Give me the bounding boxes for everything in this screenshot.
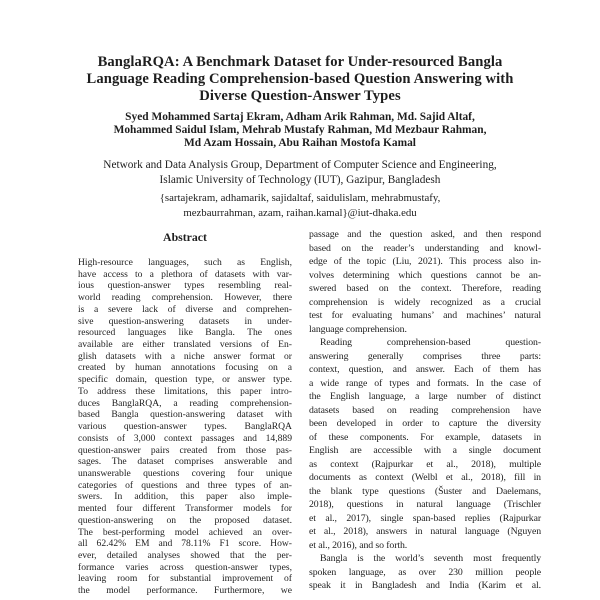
text-line: been developed in order to capture the diversity (309, 418, 541, 429)
text-line: glish datasets with a niche answer format or (78, 350, 292, 362)
author-list (0, 111, 600, 151)
text-line: Bangla is the world’s seventh most frequently (320, 553, 541, 564)
text-line: of these components. For example, datasets in (309, 431, 541, 443)
paper-title (0, 54, 600, 106)
text-line: swered based on the context. Therefore, reading (309, 283, 541, 294)
title-line: Language Reading Comprehension-based Question Answering with (86, 71, 514, 88)
text-line: the model performance. Furthermore, we (78, 585, 292, 597)
title-line: Diverse Question-Answer Types (199, 88, 401, 105)
affiliation-line: Islamic University of Technology (IUT), Gazipur, Bangladesh (159, 174, 441, 187)
email-line: {sartajekram, adhamarik, sajidaltaf, saidulislam, mehrabmustafy, (159, 191, 441, 204)
email-line: mezbaurrahman, azam, raihan.kamal}@iut-dhaka.edu (183, 206, 417, 219)
text-line: speak it in Bangladesh and India (Karim et al. (309, 580, 541, 591)
abstract-column (78, 231, 292, 597)
abstract-body (78, 257, 292, 597)
text-line: et al., 2018), answers in natural language (Nguyen (309, 526, 541, 537)
text-line: High-resource languages, such as English, (78, 257, 292, 268)
text-line: ious question-answer types resembling real- (78, 280, 292, 292)
text-line: comprehension is widely recognized as a crucial (309, 296, 541, 308)
text-line: documents as context (Welbl et al., 2018), fill in (309, 472, 541, 483)
text-line: Reading comprehension-based question- (320, 337, 541, 348)
author-line: Mohammed Saidul Islam, Mehrab Mustafy Rahman, Md Mezbaur Rahman, (113, 124, 487, 137)
text-line: created by human annotations focusing on a (78, 362, 292, 374)
text-line: edge of the topic (Liu, 2021). This process also in- (309, 256, 541, 267)
text-line: sive question-answering datasets in under- (78, 315, 292, 327)
text-line: The best-performing model achieved an over- (78, 526, 292, 538)
text-line: consists of 3,000 context passages and 14,889 (78, 432, 292, 444)
author-line: Syed Mohammed Sartaj Ekram, Adham Arik Rahman, Md. Sajid Altaf, (125, 111, 475, 123)
text-line: the English language, a large number of distinct (309, 391, 541, 402)
text-line: et al., 2016), and so forth. (309, 539, 408, 551)
text-line: language comprehension. (309, 323, 407, 335)
text-line: English are accessible with a single document (309, 445, 541, 456)
text-line: test for evaluating humans’ and machines’ natural (309, 310, 541, 321)
abstract-heading: Abstract (163, 230, 207, 244)
text-line: 2018), questions in natural language (Trischler (309, 499, 541, 510)
text-line: question-answer pairs created from those pas- (78, 444, 292, 456)
body-column (309, 228, 541, 593)
text-line: answering generally comprises three parts: (309, 350, 541, 362)
text-line: resourced languages like Bangla. The ones (78, 327, 292, 339)
text-line: context, question, and answer. Each of them has (309, 364, 541, 375)
text-line: based on the reader’s understanding and knowl- (309, 242, 541, 254)
text-line: To address these limitations, this paper intro- (78, 385, 292, 397)
author-line: Md Azam Hossain, Abu Raihan Mostofa Kamal (184, 137, 416, 150)
text-line: passage and the question asked, and then respond (309, 229, 541, 240)
text-line: duces BanglaRQA, a reading comprehension- (78, 397, 292, 409)
text-line: as context (Rajpurkar et al., 2018), multiple (309, 458, 541, 470)
text-line: spoken language, as over 230 million people (309, 566, 541, 578)
text-line: sages. The dataset comprises answerable and (78, 456, 292, 468)
text-line: a wide range of types and formats. In the case of (309, 377, 541, 389)
text-line: have access to a plethora of datasets with var- (78, 268, 292, 280)
text-line: datasets based on reading comprehension have (309, 404, 541, 416)
text-line: all 62.42% EM and 78.11% F1 score. How- (78, 538, 292, 550)
text-line: swers. In addition, this paper also imple- (78, 491, 292, 503)
text-line: world reading comprehension. However, there (78, 292, 292, 304)
text-line: categories of questions and three types of an- (78, 479, 292, 491)
text-line: volves determining which questions cannot be an- (309, 269, 541, 281)
text-line: is a severe lack of diverse and comprehen- (78, 303, 292, 315)
text-line: ever, detailed analyses showed that the per- (78, 549, 292, 561)
text-line: et al., 2017), single span-based replies (Rajpurkar (309, 512, 541, 524)
text-line: available are either translated versions of En- (78, 339, 292, 351)
email-list (0, 191, 600, 221)
text-line: based Bangla question-answering dataset with (78, 409, 292, 421)
affiliation-line: Network and Data Analysis Group, Department of Computer Science and Engineering, (103, 159, 497, 171)
text-line: mented four different Transformer models for (78, 503, 292, 515)
affiliation (0, 158, 600, 188)
title-line: BanglaRQA: A Benchmark Dataset for Under-resourced Bangla (97, 54, 503, 70)
text-line: specific domain, question type, or answer type. (78, 374, 292, 386)
text-line: the blank type questions (Šuster and Daelemans, (309, 485, 541, 497)
text-line: leaving room for substantial improvement of (78, 573, 292, 585)
text-line: unanswerable questions covering four unique (78, 467, 292, 479)
text-line: formance varies across question-answer types, (78, 561, 292, 573)
text-line: various question-answer types. BanglaRQA (78, 421, 292, 433)
text-line: question-answering on the proposed dataset. (78, 514, 292, 526)
